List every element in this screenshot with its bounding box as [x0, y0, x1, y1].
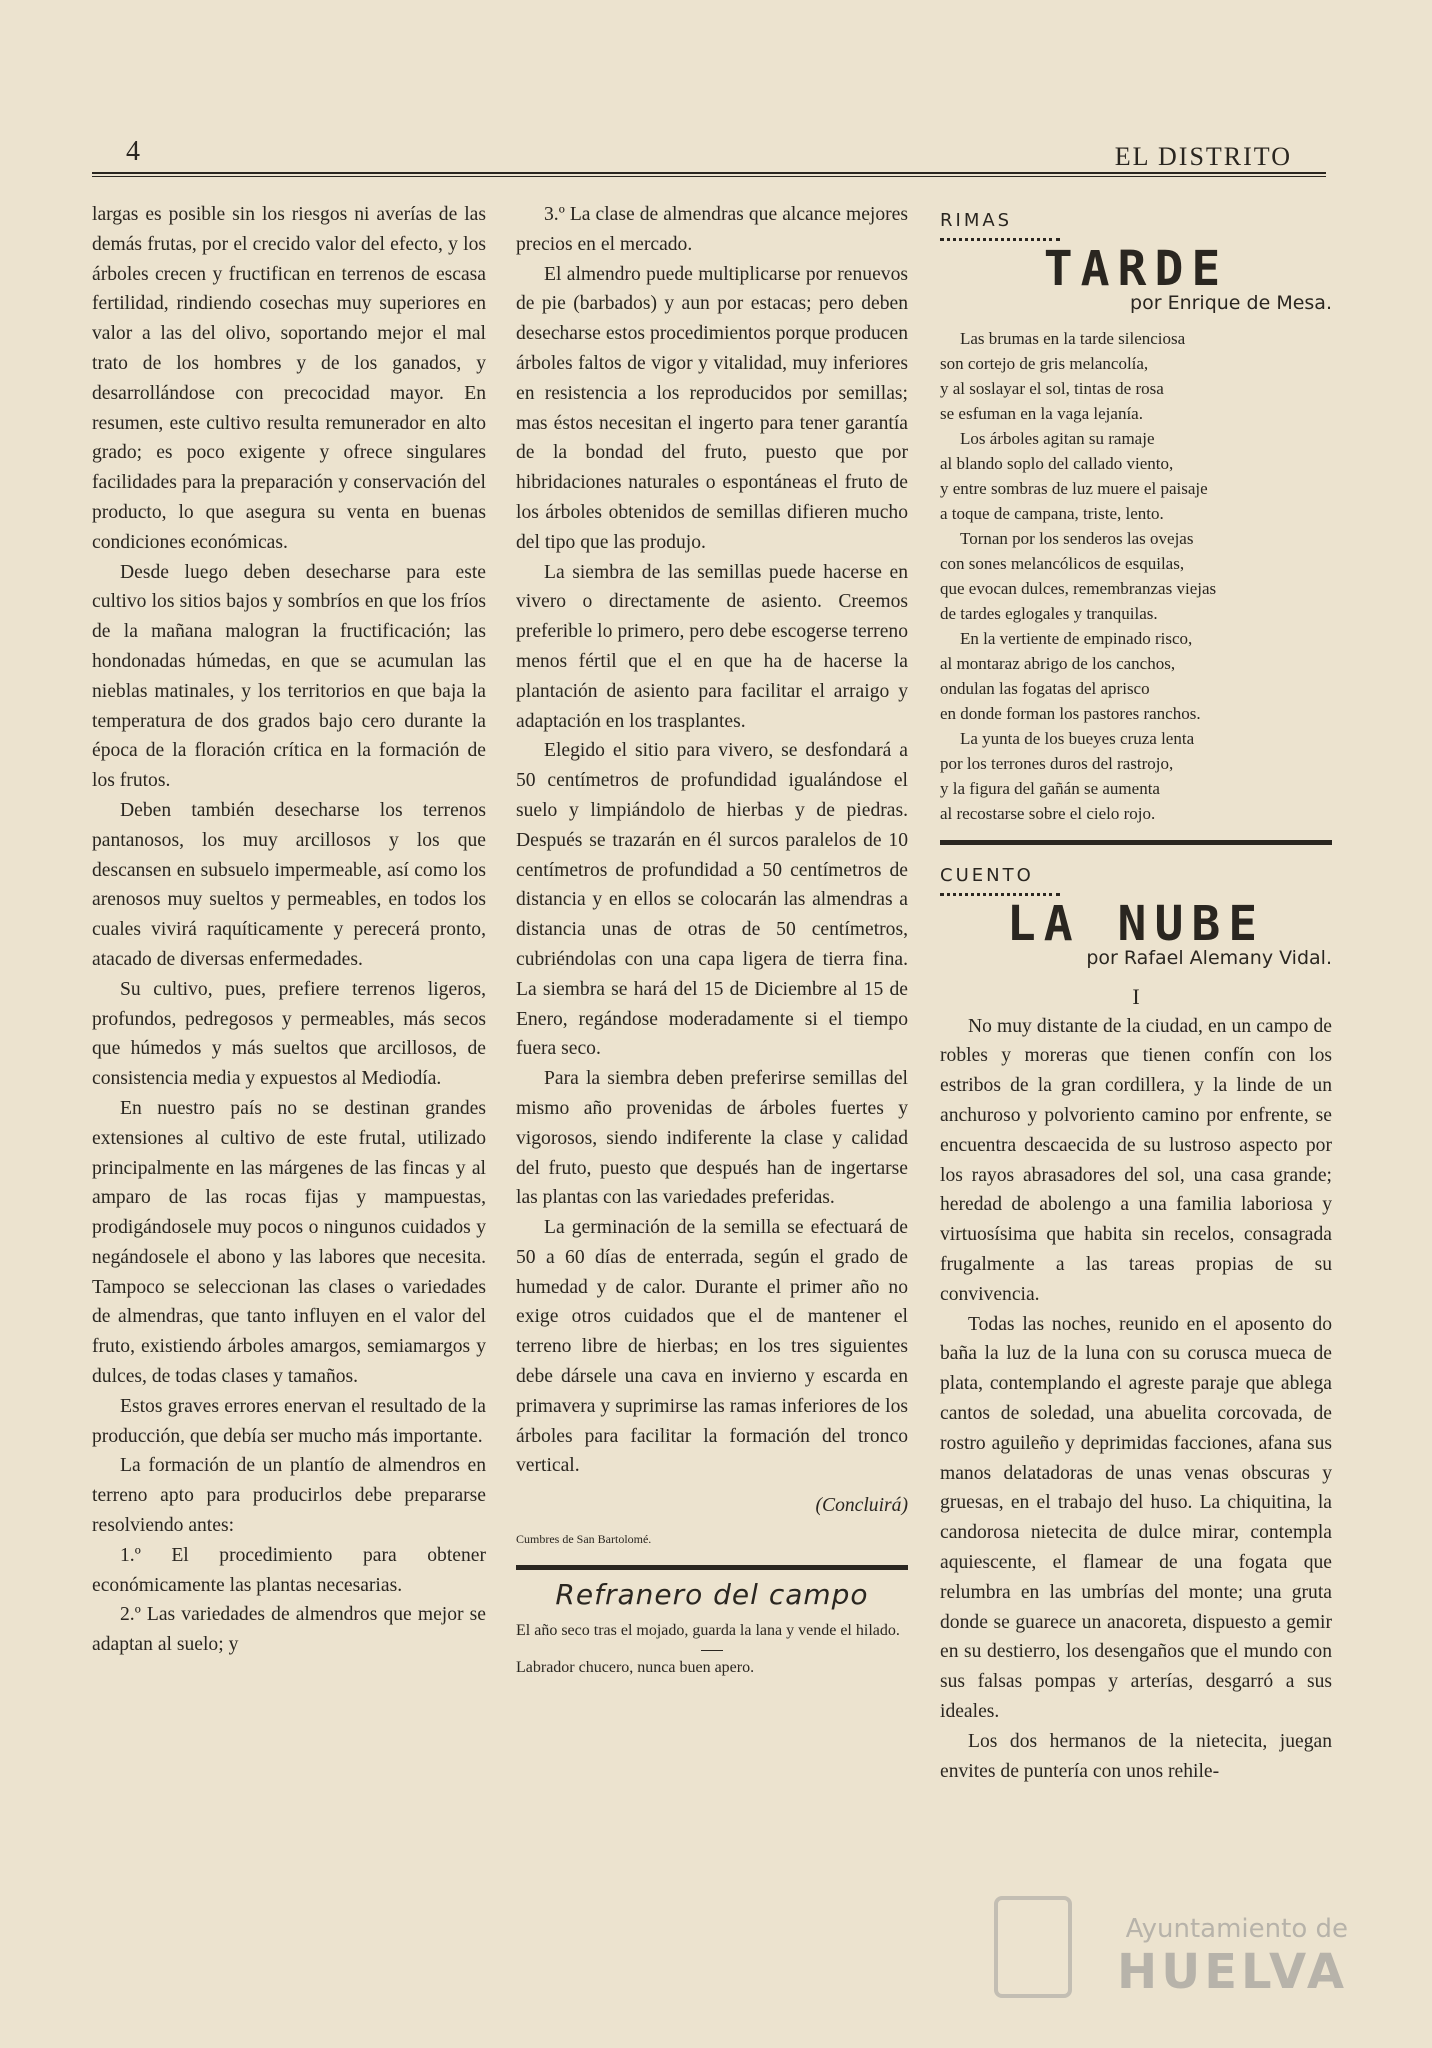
paragraph: 1.º El procedimiento para obtener económicamente las plantas necesarias. — [92, 1544, 486, 1596]
poem-line: se esfuman en la vaga lejanía. — [940, 404, 1143, 424]
paragraph: Los dos hermanos de la nietecita, juegan envites de puntería con unos rehile- — [940, 1730, 1332, 1782]
column-3 — [940, 200, 1332, 1786]
shield-icon — [994, 1896, 1072, 1998]
poem-line: de tardes eglogales y tranquilas. — [940, 604, 1158, 624]
saying: El año seco tras el mojado, guarda la lana y vende el hilado. — [516, 1621, 900, 1639]
page-number: 4 — [126, 136, 140, 167]
paragraph: El almendro puede multiplicarse por renuevos de pie (barbados) y aun por estacas; pero deben desecharse estos procedimientos porque producen árboles faltos de vigor y vitalidad, muy inferiores en resistencia a los reproducidos por semillas; mas éstos necesitan el ingerto para tener garantía de la bondad del fruto, puesto que por hibridaciones naturales o espontáneas el fruto de los árboles obtenidos de semillas difieren mucho del tipo que las produjo. — [516, 263, 908, 553]
poem-line: que evocan dulces, remembranzas viejas — [940, 579, 1217, 599]
paragraph: Estos graves errores enervan el resultado de la producción, que debía ser mucho más importante. — [92, 1395, 486, 1447]
refranero-list — [516, 1620, 908, 1679]
poem-line: Las brumas en la tarde silenciosa — [960, 329, 1186, 349]
cuento-label: CUENTO — [940, 865, 1034, 887]
publication-title: EL DISTRITO — [1114, 142, 1292, 171]
saying: Labrador chucero, nunca buen apero. — [516, 1658, 755, 1676]
poem-line: y al soslayar el sol, tintas de rosa — [940, 379, 1164, 399]
poem-line: y la figura del gañán se aumenta — [940, 779, 1160, 799]
paragraph: Todas las noches, reunido en el aposento do baña la luz de la luna con su corusca mueca de plata, contemplando el agreste paraje que ablega cantos de soledad, una abuelita corcovada, de rostro aguileño y deprimidas facciones, afana sus manos delatadoras de unas venas obscuras y gruesas, en el trabajo del huso. La chiquitina, la candorosa nietecita de dulce mirar, contempla aquiescente, el flamear de una fogata que relumbra en las umbrías del monte; una gruta donde se guarece un anacoreta, dispuesto a gemir en su destierro, los desengaños que el mundo con sus falsas pompas y arterías, desgarró a sus ideales. — [940, 1313, 1332, 1722]
section-divider — [940, 840, 1332, 845]
poem-line: al recostarse sobre el cielo rojo. — [940, 804, 1156, 824]
header-rule-thin — [92, 176, 1326, 177]
paragraph: La formación de un plantío de almendros en terreno apto para producirlos debe prepararse resolviendo antes: — [92, 1455, 486, 1537]
column-2 — [516, 200, 908, 1687]
watermark — [1117, 1914, 1348, 2000]
poem-line: y entre sombras de luz muere el paisaje — [940, 479, 1208, 499]
paragraph: La siembra de las semillas puede hacerse en vivero o directamente de asiento. Creemos preferible lo primero, pero debe escogerse terreno menos fértil que el en que ha de hacerse la plantación de asiento para facilitar el arraigo y adaptación en los trasplantes. — [516, 561, 908, 732]
poem-author: por Enrique de Mesa. — [1130, 291, 1332, 314]
poem-body — [940, 326, 1332, 826]
paragraph: Elegido el sitio para vivero, se desfondará a 50 centímetros de profundidad igualándose el suelo y limpiándolo de hierbas y de piedras. Después se trazarán en él surcos paralelos de 10 centímetros de profundidad a 50 centímetros de distancia y en ellos se colocarán las almendras a distancia unas de otras de 50 centímetros, cubriéndolas con una capa ligera de tierra fina. La siembra se hará del 15 de Diciembre al 15 de Enero, regándose moderadamente si el tiempo fuera seco. — [516, 740, 908, 1060]
poem-line: En la vertiente de empinado risco, — [960, 629, 1193, 649]
poem-line: al montaraz abrigo de los canchos, — [940, 654, 1176, 674]
poem-line: en donde forman los pastores ranchos. — [940, 704, 1201, 724]
saying-divider — [701, 1650, 723, 1651]
author-credit: Cumbres de San Bartolomé. — [516, 1532, 652, 1547]
paragraph: Para la siembra deben preferirse semillas del mismo año provenidas de árboles fuertes y vigorosos, siendo indiferente la clase y calidad del fruto, puesto que después han de ingertarse las plantas con las variedades preferidas. — [516, 1068, 908, 1209]
label-dots — [940, 238, 1060, 241]
poem-line: ondulan las fogatas del aprisco — [940, 679, 1150, 699]
poem-line: La yunta de los bueyes cruza lenta — [960, 729, 1195, 749]
poem-line: al blando soplo del callado viento, — [940, 454, 1174, 474]
paragraph: largas es posible sin los riesgos ni averías de las demás frutas, por el crecido valor del efecto, y los árboles crecen y fructifican en terrenos de escasa fertilidad, rindiendo cosechas muy superiores en valor a las del olivo, soportando mejor el mal trato de los hombres y de los ganados, y desarrollándose con precocidad mayor. En resumen, este cultivo resulta remunerador en alto grado; es poco exigente y ofrece singulares facilidades para la preparación y conservación del producto, lo que asegura su venta en buenas condiciones económicas. — [92, 204, 486, 553]
header-rule — [92, 172, 1326, 174]
poem-line: son cortejo de gris melancolía, — [940, 354, 1149, 374]
to-be-continued: (Concluirá) — [815, 1495, 908, 1517]
story-author: por Rafael Alemany Vidal. — [1086, 946, 1332, 969]
poem-line: a toque de campana, triste, lento. — [940, 504, 1164, 524]
paragraph: 2.º Las variedades de almendros que mejor se adaptan al suelo; y — [92, 1604, 486, 1656]
paragraph: Deben también desecharse los terrenos pantanosos, los muy arcillosos y los que descansen en subsuelo impermeable, así como los arenosos muy sueltos y permeables, en todos los cuales vivirá raquíticamente y perecerá pronto, atacado de diversas enfermedades. — [92, 799, 486, 970]
chapter-number: I — [1132, 983, 1140, 1009]
watermark-line2: HUELVA — [1117, 1944, 1348, 2000]
paragraph: La germinación de la semilla se efectuará de 50 a 60 días de enterrada, según el grado de humedad y de calor. Durante el primer año no exige otros cuidados que el de mantener el terreno libre de hierbas; en los tres siguientes debe dársele una cava en invierno y escarda en primavera y suprimirse las ramas inferiores de los árboles para facilitar la formación del tronco vertical. — [516, 1217, 908, 1477]
poem-line: por los terrones duros del rastrojo, — [940, 754, 1174, 774]
poem-line: Los árboles agitan su ramaje — [960, 429, 1155, 449]
rimas-label: RIMAS — [940, 210, 1013, 231]
column-1 — [92, 200, 486, 1660]
section-divider — [516, 1565, 908, 1570]
poem-line: Tornan por los senderos las ovejas — [960, 529, 1194, 549]
refranero-title: Refranero del campo — [555, 1578, 869, 1612]
paragraph: No muy distante de la ciudad, en un campo de robles y moreras que tienen confín con los estribos de la gran cordillera, y la linde de un anchuroso y polvoriento camino por enfrente, se encuentra descaecida de su lustroso aspecto por los rayos abrasadores del sol, una casa grande; heredad de abolengo a una familia laboriosa y virtuosísima que habita sin recelos, consagrada frugalmente a las tareas propias de su convivencia. — [940, 1015, 1332, 1305]
poem-line: con sones melancólicos de esquilas, — [940, 554, 1185, 574]
watermark-line1: Ayuntamiento de — [1125, 1914, 1348, 1944]
poem-title: TARDE — [1043, 240, 1229, 297]
paragraph: En nuestro país no se destinan grandes extensiones al cultivo de este frutal, utilizado principalmente en las márgenes de las fincas y al amparo de las rocas fijas y mampuestas, prodigándosele muy pocos o ningunos cuidados y negándosele el abono y las labores que necesita. Tampoco se seleccionan las clases o variedades de almendras, que tanto influyen en el valor del fruto, existiendo árboles amargos, semiamargos y dulces, de todas clases y tamaños. — [92, 1097, 486, 1388]
paragraph: 3.º La clase de almendras que alcance mejores precios en el mercado. — [516, 204, 908, 255]
story-title: LA NUBE — [1006, 896, 1266, 953]
paragraph: Desde luego deben desecharse para este cultivo los sitios bajos y sombríos en que los fríos de la mañana malogran la fructificación; las hondonadas húmedas, en que se acumulan las nieblas matinales, y los territorios en que baja la temperatura de dos grados bajo cero durante la época de la floración crítica en la formación de los frutos. — [92, 561, 486, 792]
paragraph: Su cultivo, pues, prefiere terrenos ligeros, profundos, pedregosos y permeables, más secos que húmedos y más sueltos que arcillosos, de consistencia media y expuestos al Mediodía. — [92, 978, 486, 1090]
